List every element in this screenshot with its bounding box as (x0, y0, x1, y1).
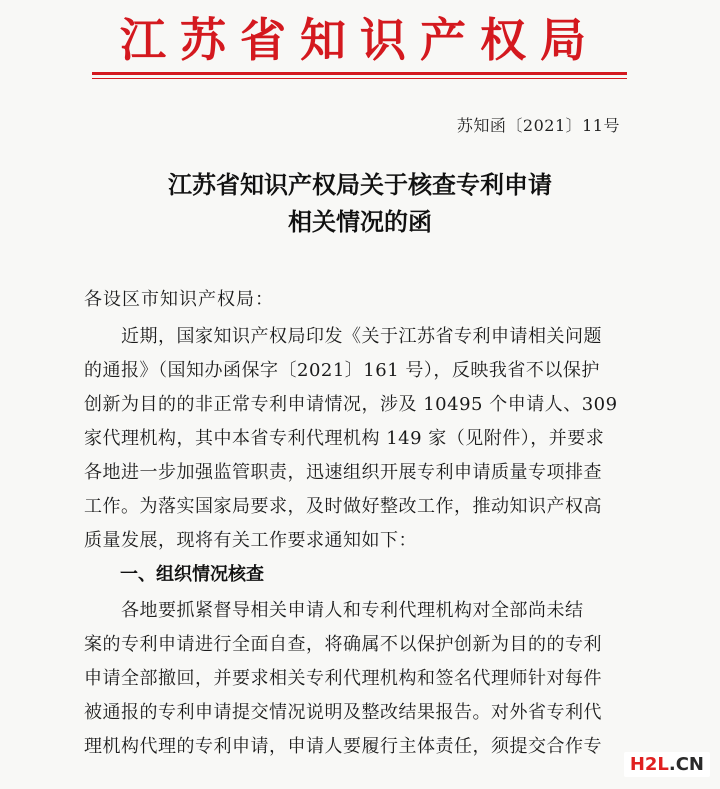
paragraph-2-line: 申请全部撤回，并要求相关专利代理机构和签名代理师针对每件 (84, 668, 602, 689)
red-rule-thick (92, 72, 627, 75)
paragraph-1-line: 的通报》（国知办函保字〔2021〕161 号），反映我省不以保护 (84, 360, 600, 381)
site-watermark (624, 752, 710, 777)
paragraph-2-line: 理机构代理的专利申请，申请人要履行主体责任，须提交合作专 (84, 736, 602, 757)
document-title-line-2: 相关情况的函 (288, 207, 432, 236)
paragraph-1-line: 家代理机构，其中本省专利代理机构 149 家（见附件），并要求 (84, 428, 605, 449)
paragraph-1-line: 近期，国家知识产权局印发《关于江苏省专利申请相关问题 (84, 326, 602, 347)
masthead-title: 江苏省知识产权局 (120, 13, 600, 67)
paragraph-2-line: 案的专利申请进行全面自查，将确属不以保护创新为目的的专利 (84, 634, 602, 655)
watermark-domain: .CN (668, 754, 704, 775)
paragraph-2-line: 被通报的专利申请提交情况说明及整改结果报告。对外省专利代 (84, 702, 602, 723)
paragraph-1-line: 创新为目的的非正常专利申请情况，涉及 10495 个申请人、309 (84, 394, 618, 415)
red-rule-thin (92, 78, 627, 79)
salutation: 各设区市知识产权局： (84, 289, 274, 310)
document-title-line-1: 江苏省知识产权局关于核查专利申请 (168, 170, 552, 199)
paragraph-1-line: 质量发展，现将有关工作要求通知如下： (84, 530, 417, 551)
paragraph-2-line: 各地要抓紧督导相关申请人和专利代理机构对全部尚未结 (84, 600, 584, 621)
watermark-brand: H2L (629, 754, 669, 775)
document-number: 苏知函〔2021〕11号 (456, 116, 620, 135)
section-heading-1: 一、组织情况核查 (120, 564, 264, 585)
paragraph-1-line: 各地进一步加强监管职责，迅速组织开展专利申请质量专项排查 (84, 462, 602, 483)
paragraph-1-line: 工作。为落实国家局要求，及时做好整改工作，推动知识产权高 (84, 496, 602, 517)
